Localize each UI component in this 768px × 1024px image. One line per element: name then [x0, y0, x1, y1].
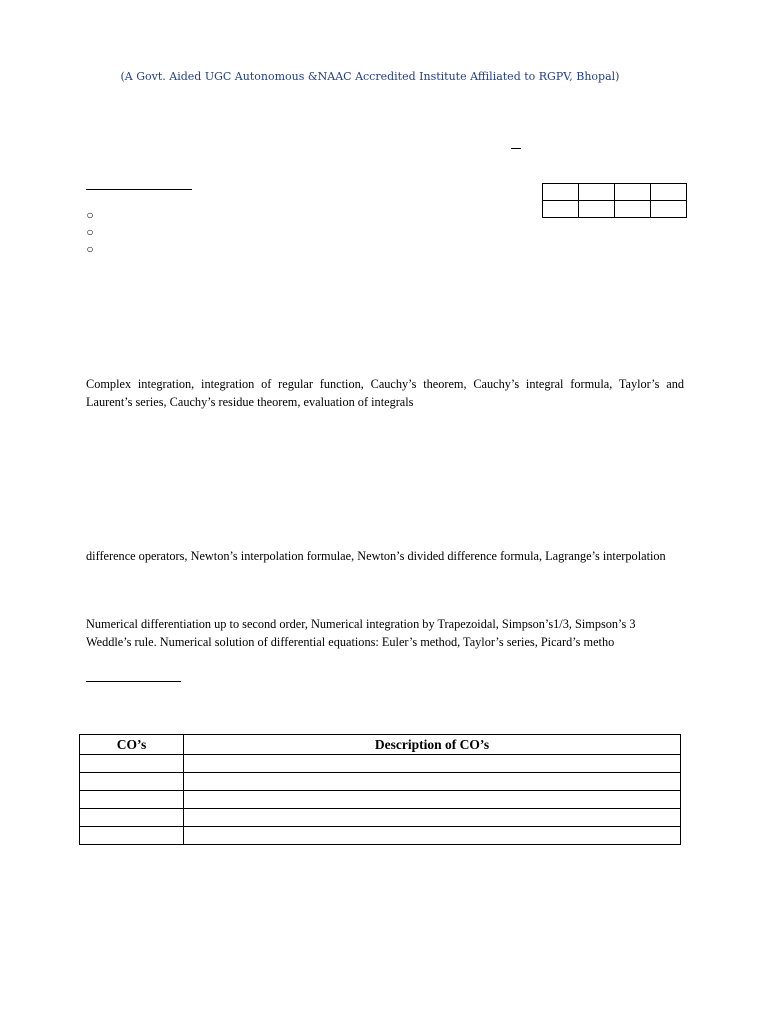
- table-cell: [651, 184, 687, 201]
- table-cell: [615, 201, 651, 218]
- co-cell: [80, 809, 184, 827]
- co-header: CO’s: [80, 735, 184, 755]
- table-row: [80, 773, 681, 791]
- table-header-row: [80, 735, 681, 755]
- table-cell: [579, 201, 615, 218]
- course-outcomes-heading-underline: [86, 681, 181, 682]
- co-description-cell: [184, 809, 681, 827]
- credits-table: [542, 183, 687, 218]
- table-cell: [543, 184, 579, 201]
- blank-dash: [511, 148, 521, 149]
- bullet-icon: ○: [86, 208, 94, 222]
- co-cell: [80, 773, 184, 791]
- table-row: [80, 809, 681, 827]
- co-description-cell: [184, 827, 681, 845]
- table-cell: [615, 184, 651, 201]
- co-cell: [80, 755, 184, 773]
- section-heading-underline: [86, 189, 192, 190]
- table-cell: [579, 184, 615, 201]
- co-description-cell: [184, 755, 681, 773]
- co-description-header: Description of CO’s: [184, 735, 681, 755]
- table-row: [543, 201, 687, 218]
- course-outcomes-table: [79, 734, 681, 845]
- unit-complex-integration-text: Complex integration, integration of regular function, Cauchy’s theorem, Cauchy’s integral formula, Taylor’s and Laurent’s series, Cauchy’s residue theorem, evaluation of integrals: [86, 377, 684, 409]
- table-row: [80, 791, 681, 809]
- table-row: [543, 184, 687, 201]
- unit-numerical-text-line1: Numerical differentiation up to second order, Numerical integration by Trapezoidal, Simpson’s1/3, Simpson’s 3: [86, 617, 636, 631]
- table-row: [80, 755, 681, 773]
- bullet-icon: ○: [86, 242, 94, 256]
- co-description-cell: [184, 791, 681, 809]
- unit-interpolation-text: difference operators, Newton’s interpolation formulae, Newton’s divided difference formula, Lagrange’s interpolation: [86, 549, 666, 563]
- unit-numerical-text-line2: Weddle’s rule. Numerical solution of differential equations: Euler’s method, Taylor’s series, Picard’s metho: [86, 635, 615, 649]
- co-cell: [80, 827, 184, 845]
- institute-subtitle: (A Govt. Aided UGC Autonomous &NAAC Accredited Institute Affiliated to RGPV, Bhopal): [120, 70, 620, 83]
- co-cell: [80, 791, 184, 809]
- table-cell: [651, 201, 687, 218]
- table-row: [80, 827, 681, 845]
- co-description-cell: [184, 773, 681, 791]
- bullet-icon: ○: [86, 225, 94, 239]
- table-cell: [543, 201, 579, 218]
